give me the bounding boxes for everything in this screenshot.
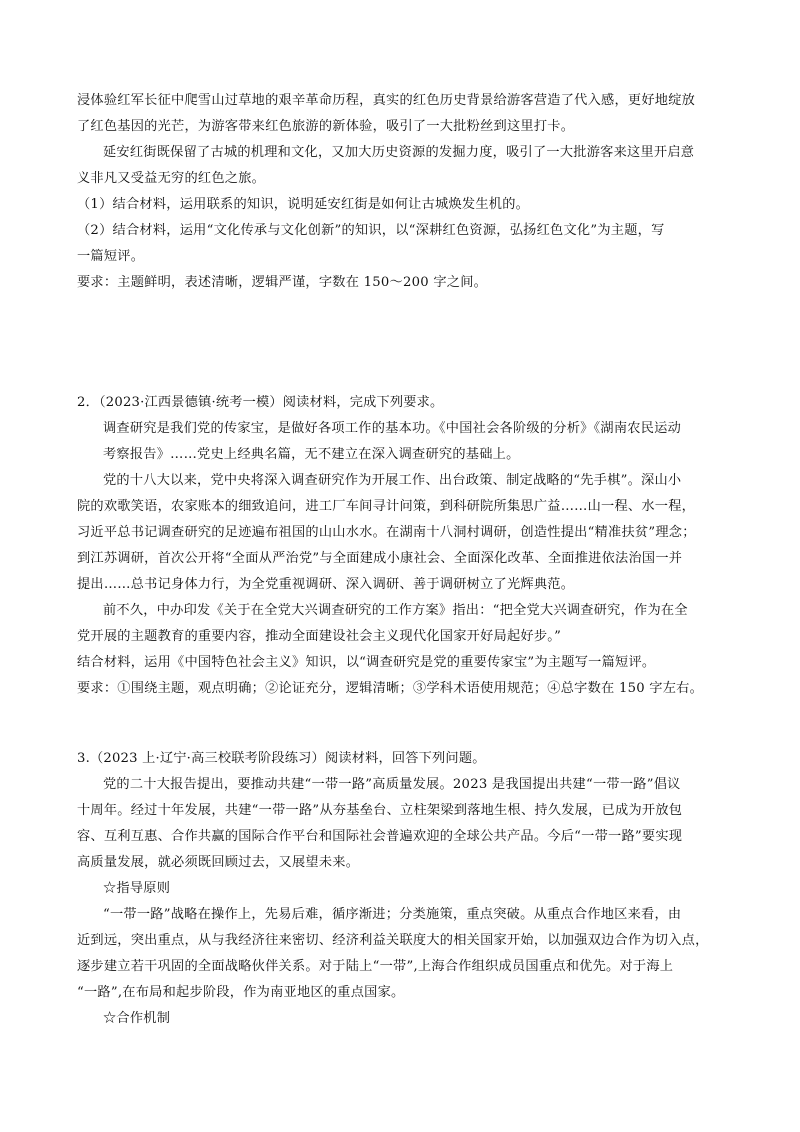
question-2 (77, 390, 727, 702)
q2-requirement: 要求：①围绕主题，观点明确；②论证充分，逻辑清晰；③学科术语使用规范；④总字数在 150 字左右。 (77, 681, 704, 696)
q3-section-heading: ☆合作机制 (103, 1011, 171, 1026)
q2-material-line: 党开展的主题教育的重要内容，推动全面建设社会主义现代化国家开好局起好步。” (77, 629, 562, 644)
q2-material-line: 习近平总书记调查研究的足迹遍布祖国的山山水水。在湖南十八洞村调研，创造性提出“精准扶贫”理念； (77, 525, 696, 540)
q3-section-heading: ☆指导原则 (103, 881, 171, 896)
question-1 (77, 88, 727, 296)
q3-material-line: “一带一路”战略在操作上，先易后难，循序渐进；分类施策，重点突破。从重点合作地区来看，由 (103, 907, 682, 922)
q1-subquestion-1: （1）结合材料，运用联系的知识，说明延安红街是如何让古城焕发生机的。 (77, 197, 530, 212)
q2-material-line: 院的欢歌笑语，农家账本的细致追问，进工厂车间寻计问策，到科研院所集思广益……山一程、水一程， (77, 499, 696, 514)
q2-task: 结合材料，运用《中国特色社会主义》知识，以“调查研究是党的重要传家宝”为主题写一篇短评。 (77, 655, 656, 670)
q1-subquestion-2: 一篇短评。 (77, 249, 145, 264)
q3-material-line: 党的二十大报告提出，要推动共建“一带一路”高质量发展。2023 是我国提出共建“一带一路”倡议 (103, 777, 681, 792)
answer-space (77, 296, 727, 390)
q2-material-line: 到江苏调研，首次公开将“全面从严治党”与全面建成小康社会、全面深化改革、全面推进依法治国一并 (77, 551, 683, 566)
q3-material-line: 近到远，突出重点，从与我经济往来密切、经济利益关联度大的相关国家开始，以加强双边合作为切入点， (77, 933, 709, 948)
q3-material-line: 十周年。经过十年发展，共建“一带一路”从夯基垒台、立柱架梁到落地生根、持久发展，已成为开放包 (77, 803, 683, 818)
q2-material-line: 考察报告》……党史上经典名篇，无不建立在深入调查研究的基础上。 (103, 447, 520, 462)
q2-material-line: 前不久，中办印发《关于在全党大兴调查研究的工作方案》指出：“把全党大兴调查研究，作为在全 (103, 603, 688, 618)
q1-requirement: 要求：主题鲜明，表述清晰，逻辑严谨，字数在 150～200 字之间。 (77, 275, 488, 290)
q1-material-line: 了红色基因的光芒，为游客带来红色旅游的新体验，吸引了一大批粉丝到这里打卡。 (77, 119, 575, 134)
q2-material-line: 提出……总书记身体力行，为全党重视调研、深入调研、善于调研树立了光辉典范。 (77, 577, 575, 592)
q2-heading: 2．（2023·江西景德镇·统考一模）阅读材料，完成下列要求。 (77, 395, 444, 410)
q1-material-line: 浸体验红军长征中爬雪山过草地的艰辛革命历程，真实的红色历史背景给游客营造了代入感，更好地绽放 (77, 93, 696, 108)
q2-material-line: 党的十八大以来，党中央将深入调查研究作为开展工作、出台政策、制定战略的“先手棋”。深山小 (103, 473, 682, 488)
q1-material-line: 延安红街既保留了古城的机理和文化，又加大历史资源的发掘力度，吸引了一大批游客来这里开启意 (103, 145, 695, 160)
q1-material-line: 义非凡又受益无穷的红色之旅。 (77, 171, 266, 186)
q3-material-line: 逐步建立若干巩固的全面战略伙伴关系。对于陆上“一带”,上海合作组织成员国重点和优先。对于海上 (77, 959, 674, 974)
answer-space (77, 702, 727, 746)
q2-material-line: 调查研究是我们党的传家宝，是做好各项工作的基本功。《中国社会各阶级的分析》《湖南农民运动 (103, 421, 682, 436)
q1-subquestion-2: （2）结合材料，运用“文化传承与文化创新”的知识，以“深耕红色资源，弘扬红色文化”为主题，写 (77, 223, 665, 238)
question-3 (77, 746, 727, 1032)
q3-material-line: “一路”,在布局和起步阶段，作为南亚地区的重点国家。 (77, 985, 405, 1000)
q3-heading: 3.（2023 上·辽宁·高三校联考阶段练习）阅读材料，回答下列问题。 (77, 751, 486, 766)
q3-material-line: 高质量发展，就必须既回顾过去，又展望未来。 (77, 855, 360, 870)
q3-material-line: 容、互利互惠、合作共赢的国际合作平台和国际社会普遍欢迎的全球公共产品。今后“一带一路”要实现 (77, 829, 683, 844)
document-page (77, 88, 727, 1032)
